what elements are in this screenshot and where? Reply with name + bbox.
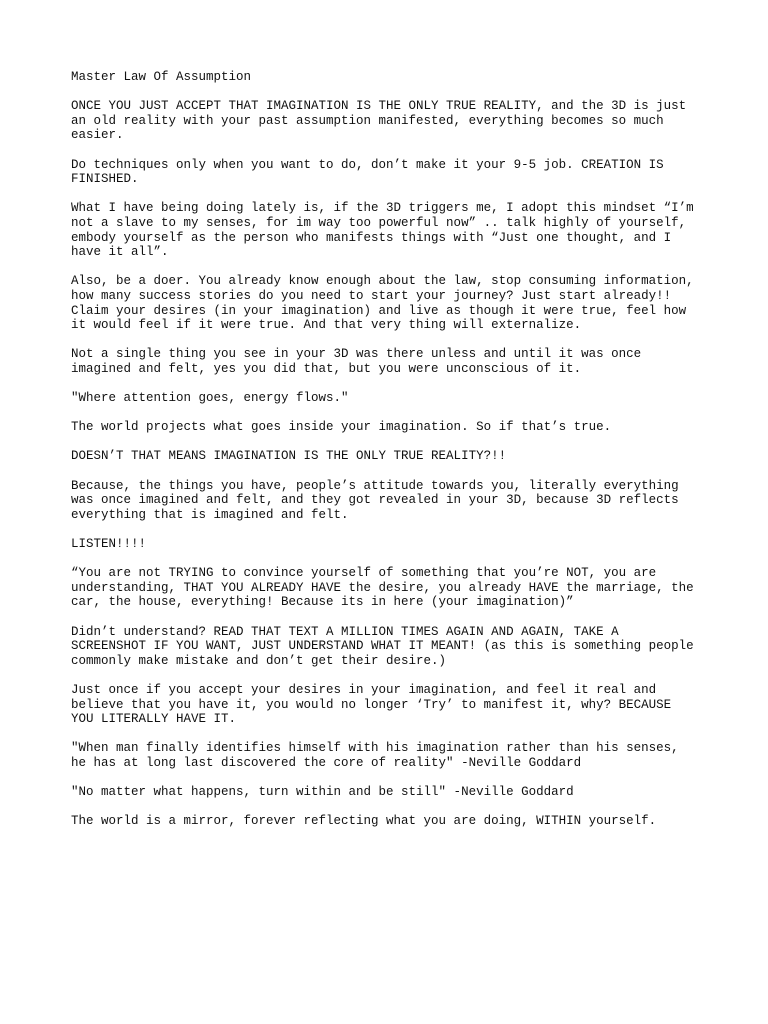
paragraph-10: LISTEN!!!! — [71, 537, 147, 551]
paragraph-14: "When man finally identifies himself with his imagination rather than his senses, he has at long last discovered the core of reality" -Neville Goddard — [71, 741, 679, 770]
paragraph-12: Didn’t understand? READ THAT TEXT A MILLION TIMES AGAIN AND AGAIN, TAKE A SCREENSHOT IF YOU WANT, JUST UNDERSTAND WHAT IT MEANT! (as this is something people commonly make mistake and don’t get their desire.) — [71, 624, 694, 668]
paragraph-9: Because, the things you have, people’s attitude towards you, literally everything was once imagined and felt, and they got revealed in your 3D, because 3D reflects everything that is imagined and felt. — [71, 478, 679, 522]
paragraph-11: “You are not TRYING to convince yourself of something that you’re NOT, you are understanding, THAT YOU ALREADY HAVE the desire, you already HAVE the marriage, the car, the house, everything! Because its in here (your imagination)” — [71, 566, 694, 610]
paragraph-6: "Where attention goes, energy flows." — [71, 391, 349, 406]
document-page — [71, 70, 707, 843]
paragraph-5: Not a single thing you see in your 3D was there unless and until it was once imagined and felt, yes you did that, but you were unconscious of it. — [71, 347, 642, 376]
paragraph-16: The world is a mirror, forever reflecting what you are doing, WITHIN yourself. — [71, 814, 657, 829]
paragraph-1: ONCE YOU JUST ACCEPT THAT IMAGINATION IS THE ONLY TRUE REALITY, and the 3D is just an old reality with your past assumption manifested, everything becomes so much easier. — [71, 99, 687, 143]
paragraph-7: The world projects what goes inside your imagination. So if that’s true. — [71, 420, 612, 435]
paragraph-4: Also, be a doer. You already know enough about the law, stop consuming information, how many success stories do you need to start your journey? Just start already!! Claim your desires (in your imagination) and live as though it were true, feel how it would feel if it were true. And that very thing will externalize. — [71, 274, 694, 333]
paragraph-8: DOESN’T THAT MEANS IMAGINATION IS THE ONLY TRUE REALITY?!! — [71, 449, 507, 464]
paragraph-2: Do techniques only when you want to do, don’t make it your 9-5 job. CREATION IS FINISHED. — [71, 157, 664, 187]
paragraph-13: Just once if you accept your desires in your imagination, and feel it real and believe that you have it, you would no longer ‘Try’ to manifest it, why? BECAUSE YOU LITERALLY HAVE IT. — [71, 682, 672, 727]
paragraph-15: "No matter what happens, turn within and be still" -Neville Goddard — [71, 785, 574, 800]
document-title: Master Law Of Assumption — [71, 70, 252, 84]
paragraph-3: What I have being doing lately is, if the 3D triggers me, I adopt this mindset “I’m not a slave to my senses, for im way too powerful now” .. talk highly of yourself, embody yourself as the person who manifests things with “Just one thought, and I have it all”. — [71, 201, 694, 260]
